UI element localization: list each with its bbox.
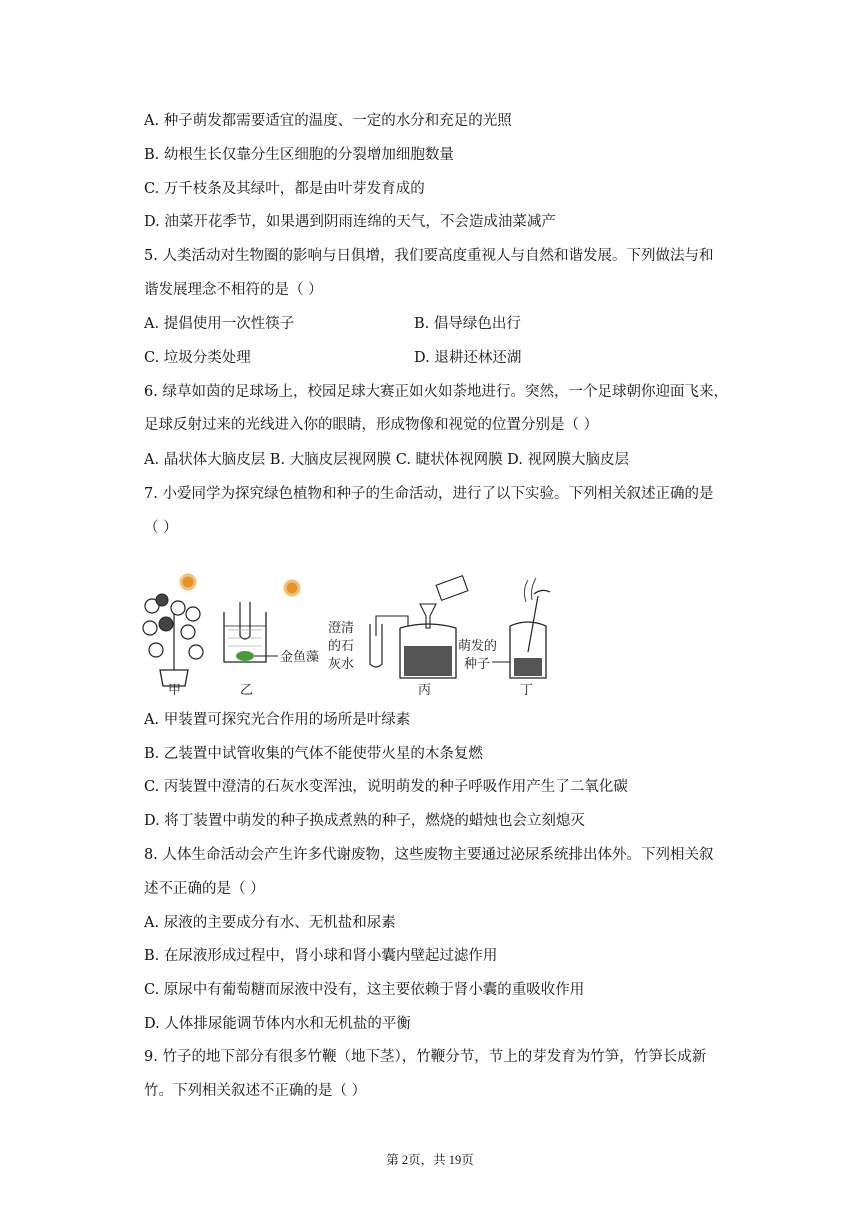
q6-options: A. 晶状体大脑皮层 B. 大脑皮层视网膜 C. 睫状体视网膜 D. 视网膜大脑皮层 (144, 452, 630, 468)
q8-option-c: C. 原尿中有葡萄糖而尿液中没有，这主要依赖于肾小囊的重吸收作用 (144, 982, 585, 998)
apparatus-ding (510, 578, 550, 698)
q8-option-a: A. 尿液的主要成分有水、无机盐和尿素 (144, 915, 396, 931)
q8-stem-line2: 述不正确的是（ ） (144, 881, 265, 897)
q4-option-a: A. 种子萌发都需要适宜的温度、一定的水分和充足的光照 (144, 113, 512, 129)
q7-stem-line1: 7. 小爱同学为探究绿色植物和种子的生命活动，进行了以下实验。下列相关叙述正确的是 (144, 486, 714, 502)
page-footer: 第 2页，共 19页 (386, 1153, 474, 1167)
seeds-label-1: 萌发的 (458, 639, 498, 654)
limewater-label-2: 的石 (328, 639, 355, 654)
q5-option-b: B. 倡导绿色出行 (414, 316, 521, 332)
apparatus-jia (143, 575, 203, 698)
q5-option-c: C. 垃圾分类处理 (144, 350, 251, 366)
label-jia: 甲 (168, 683, 182, 698)
q7-option-b: B. 乙装置中试管收集的气体不能使带火星的木条复燃 (144, 746, 483, 762)
q8-stem-line1: 8. 人体生命活动会产生许多代谢废物，这些废物主要通过泌尿系统排出体外。下列相关叙 (144, 847, 714, 863)
limewater-label-1: 澄清 (328, 621, 355, 636)
q9-stem-line2: 竹。下列相关叙述不正确的是（ ） (144, 1083, 367, 1099)
q6-stem-line2: 足球反射过来的光线进入你的眼睛，形成物像和视觉的位置分别是（ ） (144, 417, 599, 433)
q7-option-d: D. 将丁装置中萌发的种子换成煮熟的种子，燃烧的蜡烛也会立刻熄灭 (144, 813, 585, 829)
q7-option-c: C. 丙装置中澄清的石灰水变浑浊，说明萌发的种子呼吸作用产生了二氧化碳 (144, 779, 628, 795)
limewater-label-3: 灰水 (328, 657, 355, 672)
seeds-label-2: 种子 (464, 657, 491, 672)
goldfish-weed-label: 金鱼藻 (280, 650, 320, 665)
q5-option-a: A. 提倡使用一次性筷子 (144, 316, 295, 332)
experiment-figure (138, 566, 578, 698)
apparatus-yi (224, 581, 319, 698)
goldfish-weed (236, 651, 254, 661)
q4-option-b: B. 幼根生长仅靠分生区细胞的分裂增加细胞数量 (144, 147, 454, 163)
q7-stem-line2: （ ） (144, 520, 178, 536)
q5-option-d: D. 退耕还林还湖 (414, 350, 522, 366)
q6-stem-line1: 6. 绿草如茵的足球场上，校园足球大赛正如火如荼地进行。突然，一个足球朝你迎面飞来， (144, 384, 728, 400)
apparatus-bing (328, 576, 468, 698)
q7-option-a: A. 甲装置可探究光合作用的场所是叶绿素 (144, 712, 411, 728)
q5-stem-line1: 5. 人类活动对生物圈的影响与日俱增，我们要高度重视人与自然和谐发展。下列做法与和 (144, 248, 714, 264)
label-bing: 丙 (418, 683, 432, 698)
q9-stem-line1: 9. 竹子的地下部分有很多竹鞭（地下茎），竹鞭分节，节上的芽发育为竹笋，竹笋长成新 (144, 1049, 707, 1065)
q5-stem-line2: 谐发展理念不相符的是（ ） (144, 282, 323, 298)
sun-icon-2 (285, 581, 299, 595)
sun-icon (181, 575, 195, 589)
q4-option-c: C. 万千枝条及其绿叶，都是由叶芽发育成的 (144, 181, 425, 197)
q8-option-b: B. 在尿液形成过程中，肾小球和肾小囊内壁起过滤作用 (144, 948, 498, 964)
q8-option-d: D. 人体排尿能调节体内水和无机盐的平衡 (144, 1016, 411, 1032)
label-ding: 丁 (520, 683, 534, 698)
label-yi: 乙 (240, 683, 254, 698)
q4-option-d: D. 油菜开花季节，如果遇到阴雨连绵的天气，不会造成油菜减产 (144, 214, 556, 230)
